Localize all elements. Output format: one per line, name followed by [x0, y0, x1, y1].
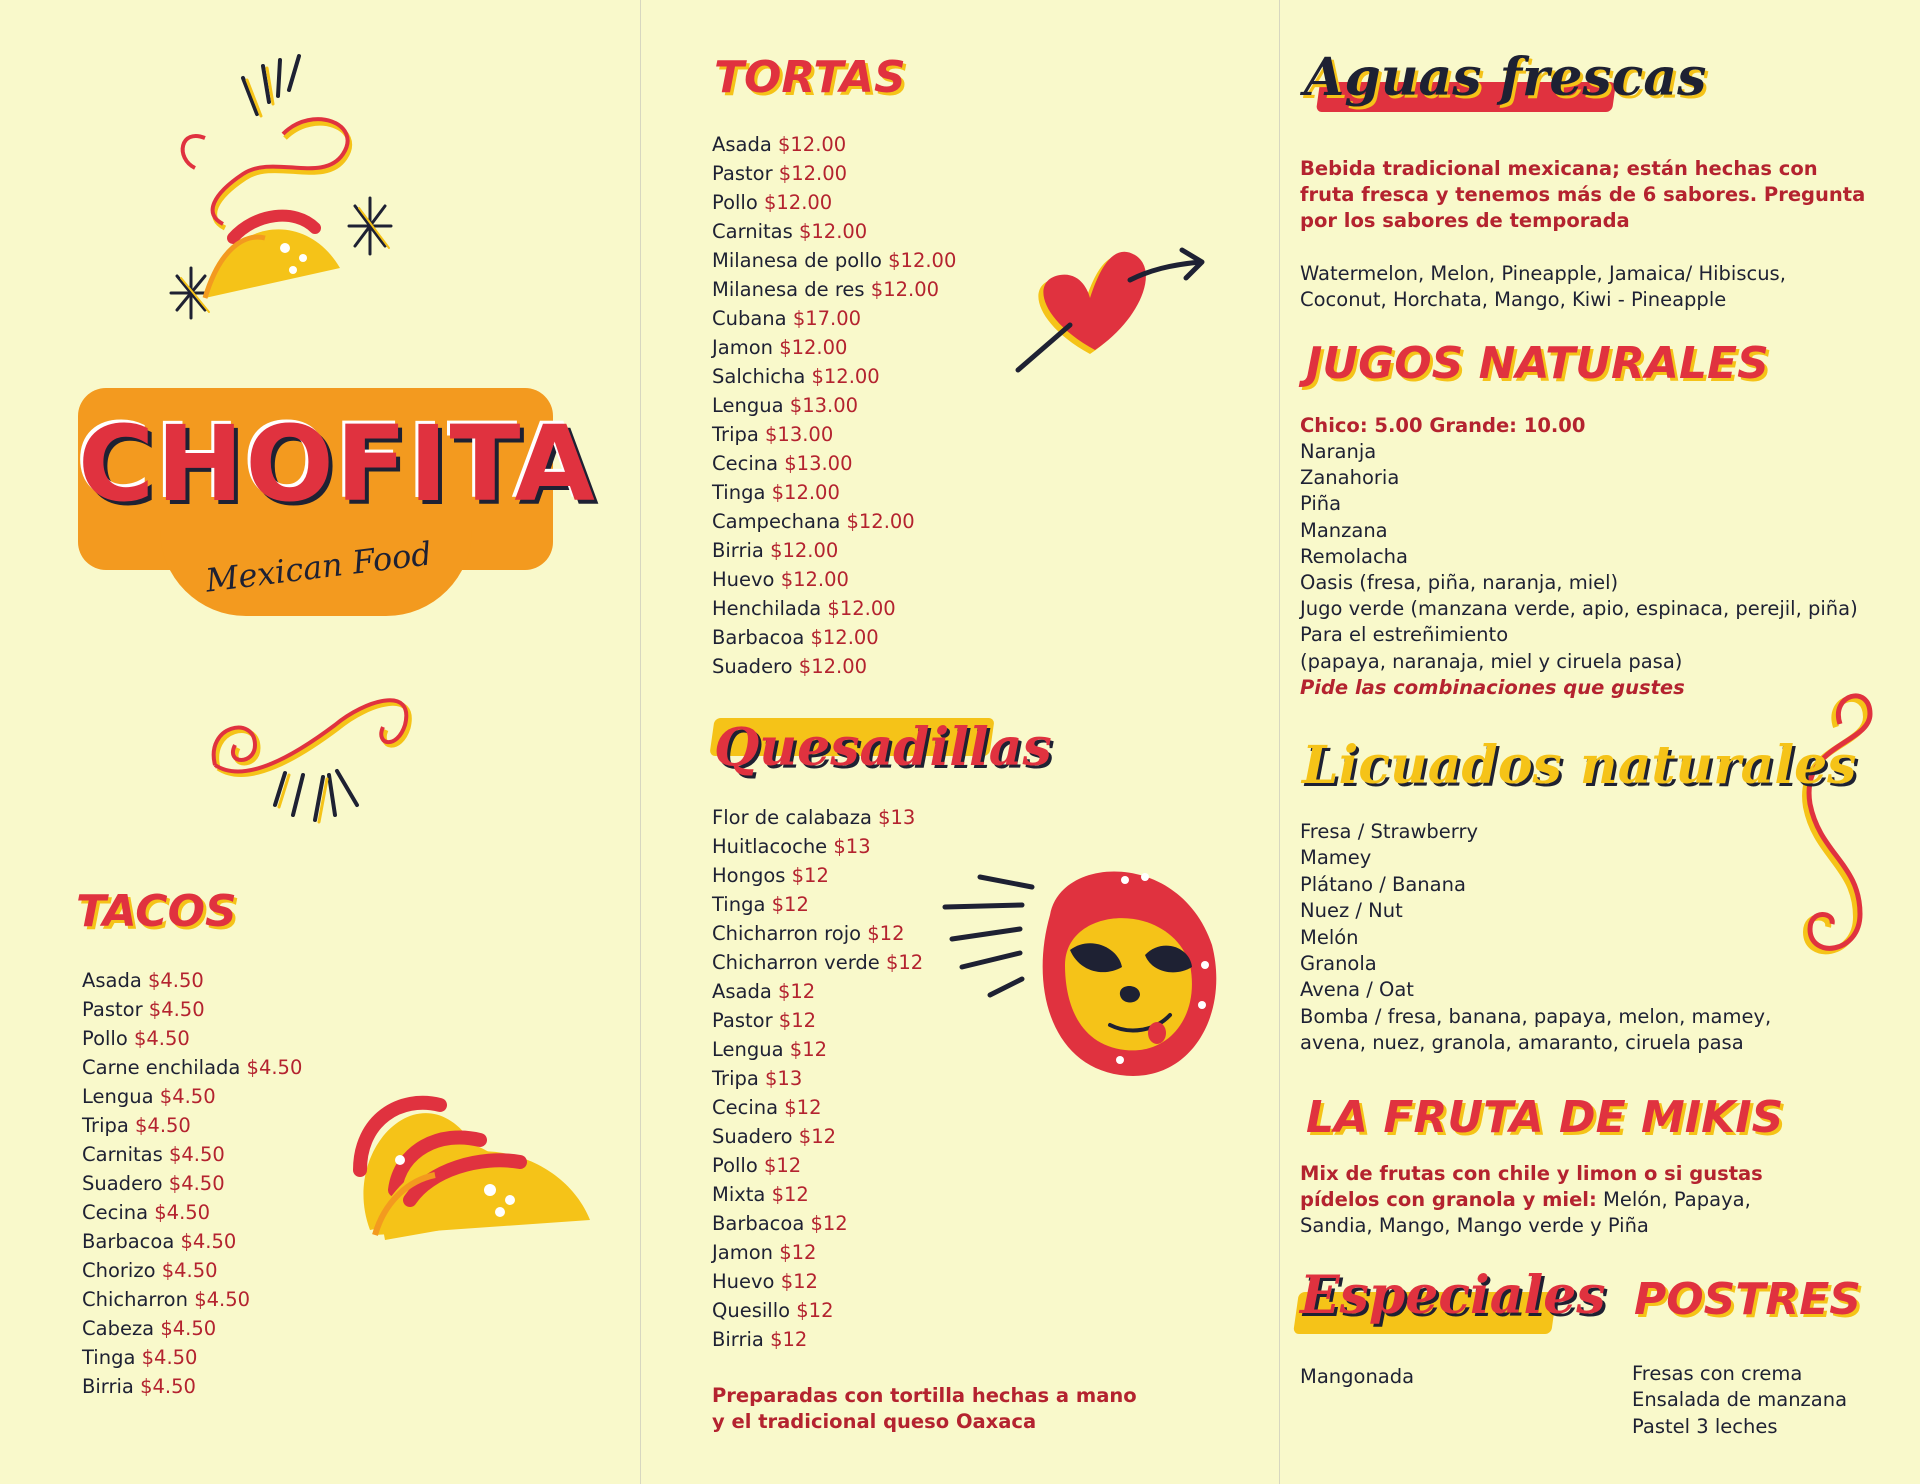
- jugos-item: Para el estreñimiento: [1300, 623, 1509, 647]
- tacos-item: [82, 995, 302, 1024]
- quesadillas-item: [712, 1122, 923, 1151]
- quesadillas-item: [712, 861, 923, 890]
- tortas-item-name: Pollo: [712, 191, 758, 214]
- tacos-item: [82, 1227, 302, 1256]
- quesadillas-item: [712, 1064, 923, 1093]
- tortas-item: [712, 246, 956, 275]
- quesadillas-item-price: $12: [810, 1212, 848, 1235]
- postres-item: Pastel 3 leches: [1632, 1414, 1778, 1438]
- tacos-item-price: $4.50: [194, 1288, 251, 1311]
- tortas-item-price: $12.00: [811, 365, 880, 388]
- tortas-item-price: $12.00: [778, 162, 848, 185]
- quesadillas-item-price: $12: [777, 980, 816, 1003]
- quesadillas-item: [712, 1296, 923, 1325]
- licuados-item: Granola: [1300, 952, 1377, 976]
- tacos-item: [82, 1082, 302, 1111]
- jugos-note: Pide las combinaciones que gustes: [1300, 676, 1685, 699]
- tortas-item-name: Pastor: [712, 162, 773, 185]
- quesadillas-note-2: y el tradicional queso Oaxaca: [712, 1410, 1037, 1433]
- tacos-item: [82, 1169, 302, 1198]
- licuados-item: Nuez / Nut: [1300, 899, 1403, 923]
- jugos-item: Oasis (fresa, piña, naranja, miel): [1300, 571, 1619, 595]
- tortas-item: [712, 362, 956, 391]
- quesadillas-item-name: Huevo: [712, 1270, 775, 1293]
- tortas-item-price: $13.00: [765, 423, 834, 446]
- jugos-item: Naranja: [1300, 440, 1377, 463]
- tacos-item: [82, 1256, 302, 1285]
- aguas-heading: Aguas frescas: [1304, 47, 1707, 108]
- tortas-item-name: Carnitas: [712, 220, 793, 243]
- tacos-item-name: Carnitas: [82, 1143, 163, 1166]
- tortas-item: [712, 217, 956, 246]
- luchador-mask-icon: [940, 855, 1220, 1085]
- quesadillas-item: [712, 803, 923, 832]
- tortas-item: [712, 478, 956, 507]
- quesadillas-item-price: $12: [885, 951, 924, 974]
- tacos-item: [82, 1343, 302, 1372]
- tacos-item-name: Carne enchilada: [82, 1056, 241, 1079]
- quesadillas-item-price: $12: [867, 922, 905, 945]
- quesadillas-item: [712, 1238, 923, 1267]
- postres-item: Fresas con crema: [1632, 1362, 1803, 1385]
- quesadillas-item-name: Barbacoa: [712, 1212, 805, 1235]
- tortas-item-price: $12.00: [777, 133, 847, 156]
- aguas-desc-1: Bebida tradicional mexicana; están hechas con: [1300, 157, 1818, 180]
- postres-item: Ensalada de manzana: [1632, 1388, 1848, 1412]
- tortas-item-price: $12.00: [779, 336, 848, 359]
- postres-heading: POSTRES: [1634, 1274, 1861, 1325]
- tacos-heading: TACOS: [76, 886, 237, 937]
- tortas-heading: TORTAS: [714, 52, 906, 103]
- tortas-item-price: $12.00: [888, 249, 957, 272]
- tortas-item-price: $12.00: [870, 278, 940, 301]
- tortas-item-price: $12.00: [763, 191, 833, 214]
- quesadillas-item-name: Pollo: [712, 1154, 758, 1177]
- tacos-item-price: $4.50: [141, 1346, 198, 1369]
- jugos-sizes: Chico: 5.00 Grande: 10.00: [1300, 414, 1586, 437]
- tortas-item-name: Tinga: [712, 481, 766, 504]
- tortas-item: [712, 507, 956, 536]
- quesadillas-item-name: Quesillo: [712, 1299, 791, 1322]
- jugos-item: (papaya, naranaja, miel y ciruela pasa): [1300, 649, 1683, 673]
- tortas-item-name: Milanesa de res: [712, 278, 865, 301]
- quesadillas-item-name: Suadero: [712, 1125, 793, 1148]
- jugos-item: Piña: [1300, 492, 1342, 516]
- tacos-item-name: Pollo: [82, 1027, 128, 1050]
- tortas-item: [712, 391, 956, 420]
- quesadillas-item-name: Chicharron verde: [712, 951, 880, 974]
- swirl-decoration: [205, 665, 425, 835]
- tortas-item-price: $12.00: [827, 597, 896, 620]
- jugos-heading: JUGOS NATURALES: [1306, 338, 1769, 389]
- tortas-item-name: Asada: [712, 133, 772, 156]
- licuados-item: Melón: [1300, 925, 1359, 949]
- jugos-list: [1300, 439, 1858, 675]
- quesadillas-item: [712, 1267, 923, 1296]
- tacos-item: [82, 1024, 302, 1053]
- tacos-item: [82, 1198, 302, 1227]
- tortas-item: [712, 304, 956, 333]
- tacos-list: [82, 966, 302, 1401]
- licuados-item: Avena / Oat: [1300, 978, 1414, 1002]
- tortas-list: [712, 130, 956, 681]
- tacos-item-name: Pastor: [82, 998, 143, 1021]
- tortas-item-name: Lengua: [712, 394, 784, 417]
- quesadillas-item-name: Jamon: [712, 1241, 773, 1264]
- tacos-item-name: Cabeza: [82, 1317, 155, 1340]
- fruta-line-1: Mix de frutas con chile y limon o si gustas: [1300, 1162, 1763, 1185]
- quesadillas-item-name: Tripa: [712, 1067, 759, 1090]
- quesadillas-item-price: $13: [833, 835, 871, 858]
- brand-name: CHOFITA: [78, 403, 597, 525]
- tacos-item-name: Tinga: [82, 1346, 136, 1369]
- quesadillas-item-price: $12: [771, 893, 809, 916]
- quesadillas-item-price: $12: [771, 1183, 809, 1206]
- tacos-item-price: $4.50: [168, 1172, 225, 1195]
- tacos-item-name: Asada: [82, 969, 142, 992]
- tortas-item-name: Birria: [712, 539, 764, 562]
- tacos-item-price: $4.50: [147, 969, 204, 992]
- tortas-item-name: Cubana: [712, 307, 787, 330]
- postres-list: [1632, 1361, 1847, 1440]
- tortas-item-name: Barbacoa: [712, 626, 805, 649]
- especiales-list: [1300, 1362, 1414, 1391]
- jugos-item: Remolacha: [1300, 544, 1408, 568]
- tacos-item-price: $4.50: [140, 1375, 196, 1398]
- quesadillas-item-name: Huitlacoche: [712, 835, 828, 858]
- quesadillas-item-price: $13: [765, 1067, 803, 1090]
- tacos-item-price: $4.50: [159, 1085, 216, 1108]
- quesadillas-item-name: Flor de calabaza: [712, 806, 872, 829]
- tacos-item-name: Lengua: [82, 1085, 154, 1108]
- tacos-illustration: [340, 1050, 600, 1245]
- quesadillas-item: [712, 1006, 923, 1035]
- quesadillas-item: [712, 948, 923, 977]
- licuados-item: Fresa / Strawberry: [1300, 820, 1479, 843]
- tortas-item: [712, 420, 956, 449]
- aguas-desc-3: por los sabores de temporada: [1300, 209, 1630, 232]
- tacos-item-name: Suadero: [82, 1172, 163, 1195]
- quesadillas-item-name: Mixta: [712, 1183, 766, 1206]
- quesadillas-item-name: Lengua: [712, 1038, 784, 1061]
- tortas-item-price: $12.00: [810, 626, 879, 649]
- tacos-item: [82, 1111, 302, 1140]
- tortas-item-name: Huevo: [712, 568, 775, 591]
- tortas-item: [712, 594, 956, 623]
- quesadillas-item-price: $12: [778, 1009, 817, 1032]
- jugos-item: Manzana: [1300, 518, 1388, 542]
- tortas-item-price: $12.00: [846, 510, 915, 533]
- tortas-item: [712, 159, 956, 188]
- tortas-item-name: Tripa: [712, 423, 759, 446]
- tortas-item: [712, 275, 956, 304]
- jugos-item: Jugo verde (manzana verde, apio, espinaca, perejil, piña): [1300, 597, 1858, 621]
- tacos-item-price: $4.50: [246, 1056, 303, 1079]
- tortas-item-name: Cecina: [712, 452, 779, 475]
- tacos-item-price: $4.50: [135, 1114, 191, 1137]
- tortas-item-name: Henchilada: [712, 597, 822, 620]
- tacos-item-price: $4.50: [160, 1317, 217, 1340]
- tacos-item-price: $4.50: [148, 998, 205, 1021]
- tacos-item-name: Cecina: [82, 1201, 149, 1224]
- quesadillas-item: [712, 1093, 923, 1122]
- tacos-item-name: Birria: [82, 1375, 134, 1398]
- tortas-item-price: $12.00: [780, 568, 849, 591]
- fruta-line-3: Sandia, Mango, Mango verde y Piña: [1300, 1214, 1649, 1237]
- quesadillas-item-price: $12: [770, 1328, 808, 1351]
- tortas-item-price: $12.00: [798, 220, 868, 243]
- tacos-item-name: Barbacoa: [82, 1230, 175, 1253]
- quesadillas-list: [712, 803, 923, 1354]
- tortas-item: [712, 188, 956, 217]
- aguas-desc-2: fruta fresca y tenemos más de 6 sabores. Pregunta: [1300, 183, 1866, 206]
- heart-arrow-icon: [1010, 240, 1210, 380]
- jugos-item: Zanahoria: [1300, 466, 1400, 490]
- quesadillas-item: [712, 890, 923, 919]
- quesadillas-note-1: Preparadas con tortilla hechas a mano: [712, 1384, 1137, 1407]
- especiales-heading: Especiales: [1300, 1265, 1606, 1326]
- fruta-heading: LA FRUTA DE MIKIS: [1306, 1092, 1784, 1143]
- tacos-item-price: $4.50: [161, 1259, 218, 1282]
- tortas-item: [712, 536, 956, 565]
- tacos-item: [82, 1285, 302, 1314]
- quesadillas-item: [712, 1180, 923, 1209]
- quesadillas-item-price: $12: [763, 1154, 802, 1177]
- tortas-item: [712, 565, 956, 594]
- quesadillas-item-price: $12: [779, 1241, 817, 1264]
- quesadillas-item-price: $12: [789, 1038, 828, 1061]
- taco-swirl-decoration: [165, 48, 465, 328]
- tortas-item-price: $12.00: [798, 655, 868, 678]
- quesadillas-item-price: $13: [878, 806, 916, 829]
- tacos-item: [82, 966, 302, 995]
- quesadillas-item: [712, 1325, 923, 1354]
- tortas-item: [712, 333, 956, 362]
- quesadillas-heading: Quesadillas: [714, 717, 1052, 778]
- aguas-flavors-1: Watermelon, Melon, Pineapple, Jamaica/ Hibiscus,: [1300, 262, 1786, 285]
- quesadillas-item-name: Tinga: [712, 893, 766, 916]
- tacos-item-name: Tripa: [82, 1114, 129, 1137]
- tacos-item-price: $4.50: [133, 1027, 190, 1050]
- fruta-line-2-rest: Melón, Papaya,: [1596, 1188, 1751, 1211]
- tortas-item-name: Jamon: [712, 336, 773, 359]
- quesadillas-item-price: $12: [780, 1270, 818, 1293]
- tortas-item: [712, 652, 956, 681]
- licuados-heading: Licuados naturales: [1302, 735, 1857, 796]
- tortas-item: [712, 623, 956, 652]
- licuados-list: [1300, 819, 1771, 1057]
- tortas-item-name: Campechana: [712, 510, 841, 533]
- licuados-item: avena, nuez, granola, amaranto, ciruela pasa: [1300, 1031, 1744, 1055]
- tortas-item-price: $17.00: [792, 307, 862, 330]
- fruta-line-2: [1300, 1187, 1751, 1213]
- tortas-item-name: Salchicha: [712, 365, 806, 388]
- tortas-item-price: $12.00: [770, 539, 839, 562]
- quesadillas-item-name: Cecina: [712, 1096, 779, 1119]
- tacos-item-price: $4.50: [180, 1230, 237, 1253]
- quesadillas-item-name: Birria: [712, 1328, 764, 1351]
- tortas-item: [712, 130, 956, 159]
- licuados-item: Mamey: [1300, 846, 1372, 870]
- tacos-item-price: $4.50: [168, 1143, 225, 1166]
- quesadillas-item: [712, 919, 923, 948]
- quesadillas-item-price: $12: [784, 1096, 822, 1119]
- tortas-item-price: $13.00: [789, 394, 859, 417]
- tacos-item-name: Chorizo: [82, 1259, 156, 1282]
- licuados-item: Bomba / fresa, banana, papaya, melon, mamey,: [1300, 1004, 1772, 1028]
- quesadillas-item: [712, 977, 923, 1006]
- quesadillas-item-price: $12: [796, 1299, 834, 1322]
- tacos-item-price: $4.50: [154, 1201, 211, 1224]
- brand-tagline: Mexican Food: [203, 534, 434, 600]
- quesadillas-item: [712, 1151, 923, 1180]
- tortas-item-price: $12.00: [771, 481, 840, 504]
- quesadillas-item-name: Asada: [712, 980, 772, 1003]
- tortas-item-name: Milanesa de pollo: [712, 249, 882, 272]
- tacos-item-name: Chicharron: [82, 1288, 188, 1311]
- tortas-item-name: Suadero: [712, 655, 793, 678]
- quesadillas-item-name: Chicharron rojo: [712, 922, 862, 945]
- especiales-item: Mangonada: [1300, 1365, 1415, 1388]
- quesadillas-item-name: Pastor: [712, 1009, 773, 1032]
- tortas-item: [712, 449, 956, 478]
- licuados-item: Plátano / Banana: [1300, 872, 1466, 896]
- quesadillas-item-price: $12: [798, 1125, 837, 1148]
- tacos-item: [82, 1140, 302, 1169]
- quesadillas-item: [712, 832, 923, 861]
- tacos-item: [82, 1372, 302, 1401]
- tortas-item-price: $13.00: [784, 452, 853, 475]
- aguas-flavors-2: Coconut, Horchata, Mango, Kiwi - Pineapple: [1300, 288, 1727, 311]
- fruta-line-2-red: pídelos con granola y miel:: [1300, 1188, 1597, 1211]
- quesadillas-item-name: Hongos: [712, 864, 786, 887]
- quesadillas-item: [712, 1209, 923, 1238]
- quesadillas-item-price: $12: [791, 864, 829, 887]
- quesadillas-item: [712, 1035, 923, 1064]
- tacos-item: [82, 1314, 302, 1343]
- tacos-item: [82, 1053, 302, 1082]
- side-swirl-decoration: [1780, 684, 1890, 964]
